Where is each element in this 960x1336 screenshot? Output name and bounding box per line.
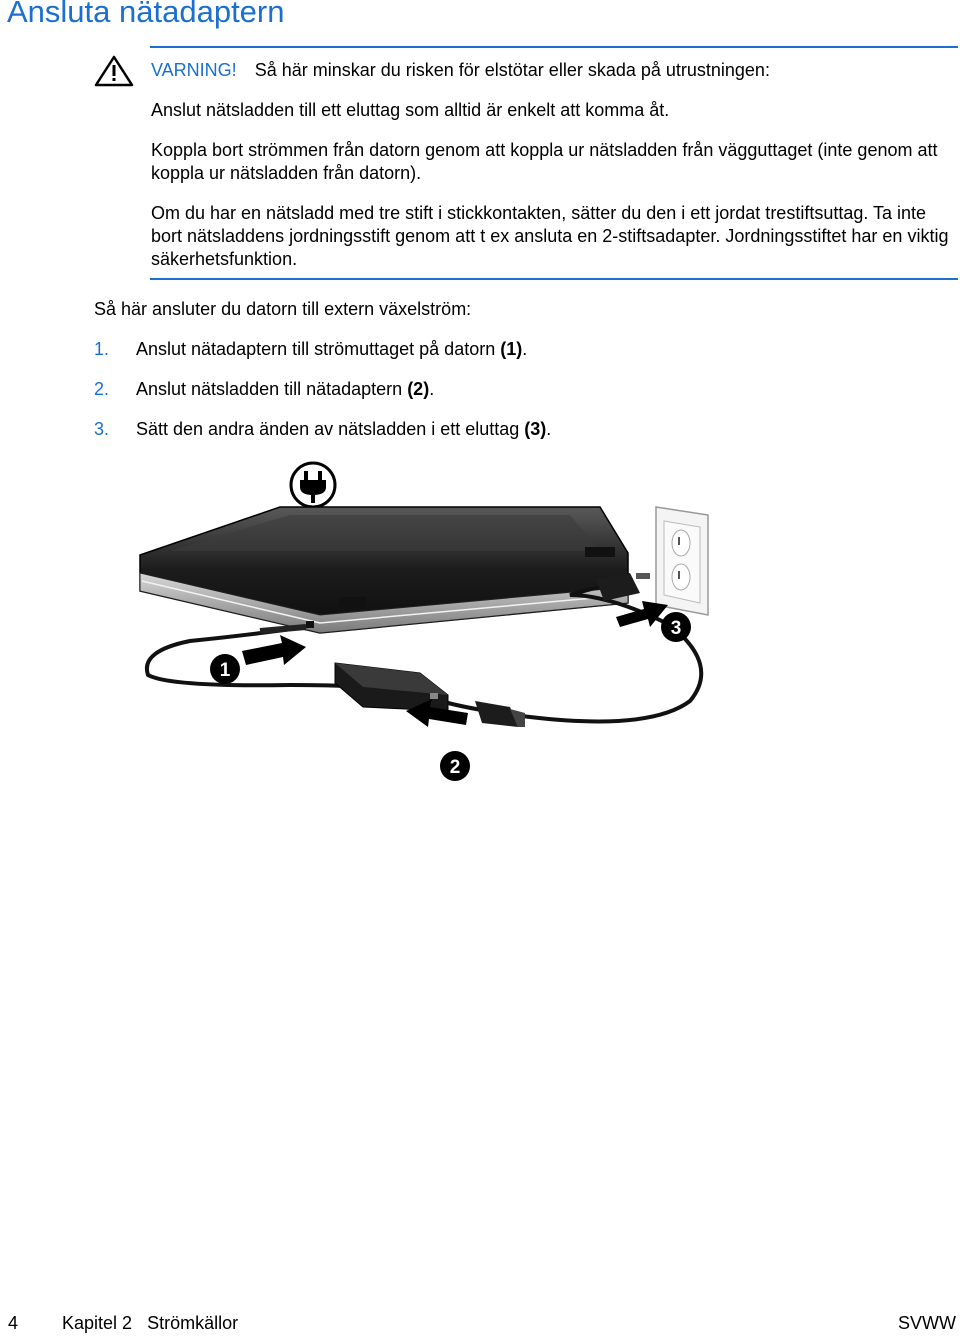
ac-adapter-illustration bbox=[130, 455, 730, 790]
step-text: Anslut nätadaptern till strömuttaget på datorn bbox=[136, 339, 501, 359]
step-number: 3. bbox=[94, 419, 110, 439]
svg-text:2: 2 bbox=[449, 757, 461, 778]
step-text: Sätt den andra änden av nätsladden i ett eluttag bbox=[136, 419, 525, 439]
page-title: Ansluta nätadaptern bbox=[7, 0, 285, 29]
step-ref: (1) bbox=[500, 339, 523, 359]
arrow-1 bbox=[242, 635, 306, 665]
warning-top-rule bbox=[150, 46, 958, 48]
footer-code: SVWW bbox=[898, 1313, 956, 1333]
step-1 bbox=[94, 339, 527, 360]
step-3 bbox=[94, 419, 551, 440]
warning-triangle-icon bbox=[94, 55, 134, 87]
warning-intro: Så här minskar du risken för elstötar eller skada på utrustningen: bbox=[254, 60, 770, 80]
footer-chapter-label: Kapitel 2 bbox=[62, 1313, 133, 1333]
warning-paragraph-3: Om du har en nätsladd med tre stift i stickkontakten, sätter du den i ett jordat trestiftsuttag. Ta inte bort nätsladdens jordningsstift genom att t ex ansluta en 2-stiftsadapter. Jordningsstiftet har en viktig säkerhetsfunktion. bbox=[151, 203, 949, 269]
warning-paragraph-2: Koppla bort strömmen från datorn genom att koppla ur nätsladden från vägguttaget (inte genom att koppla ur nätsladden från datorn). bbox=[151, 140, 938, 183]
procedure-intro: Så här ansluter du datorn till extern växelström: bbox=[94, 299, 472, 319]
power-cord-connector bbox=[475, 701, 525, 727]
warning-label: VARNING! bbox=[151, 60, 237, 80]
footer-section: Strömkällor bbox=[147, 1313, 239, 1333]
warning-bottom-rule bbox=[150, 278, 958, 280]
step-ref: (2) bbox=[407, 379, 430, 399]
step-tail: . bbox=[522, 339, 528, 359]
power-plug-icon bbox=[291, 463, 335, 507]
footer-chapter bbox=[62, 1313, 238, 1334]
step-number: 2. bbox=[94, 379, 110, 399]
svg-text:3: 3 bbox=[670, 618, 682, 639]
step-text: Anslut nätsladden till nätadaptern bbox=[136, 379, 408, 399]
warning-paragraph-1: Anslut nätsladden till ett eluttag som alltid är enkelt att komma åt. bbox=[151, 100, 670, 120]
footer-page-number: 4 bbox=[8, 1313, 19, 1333]
svg-text:1: 1 bbox=[219, 660, 231, 681]
step-ref: (3) bbox=[524, 419, 547, 439]
step-tail: . bbox=[429, 379, 435, 399]
step-tail: . bbox=[546, 419, 552, 439]
warning-intro-line bbox=[151, 60, 770, 81]
callout-2 bbox=[440, 751, 470, 781]
callout-3 bbox=[661, 612, 691, 642]
ac-adapter-brick bbox=[335, 663, 448, 711]
callout-1 bbox=[210, 654, 240, 684]
step-number: 1. bbox=[94, 339, 110, 359]
laptop-image bbox=[140, 507, 628, 633]
wall-outlet bbox=[656, 507, 708, 615]
step-2 bbox=[94, 379, 434, 400]
